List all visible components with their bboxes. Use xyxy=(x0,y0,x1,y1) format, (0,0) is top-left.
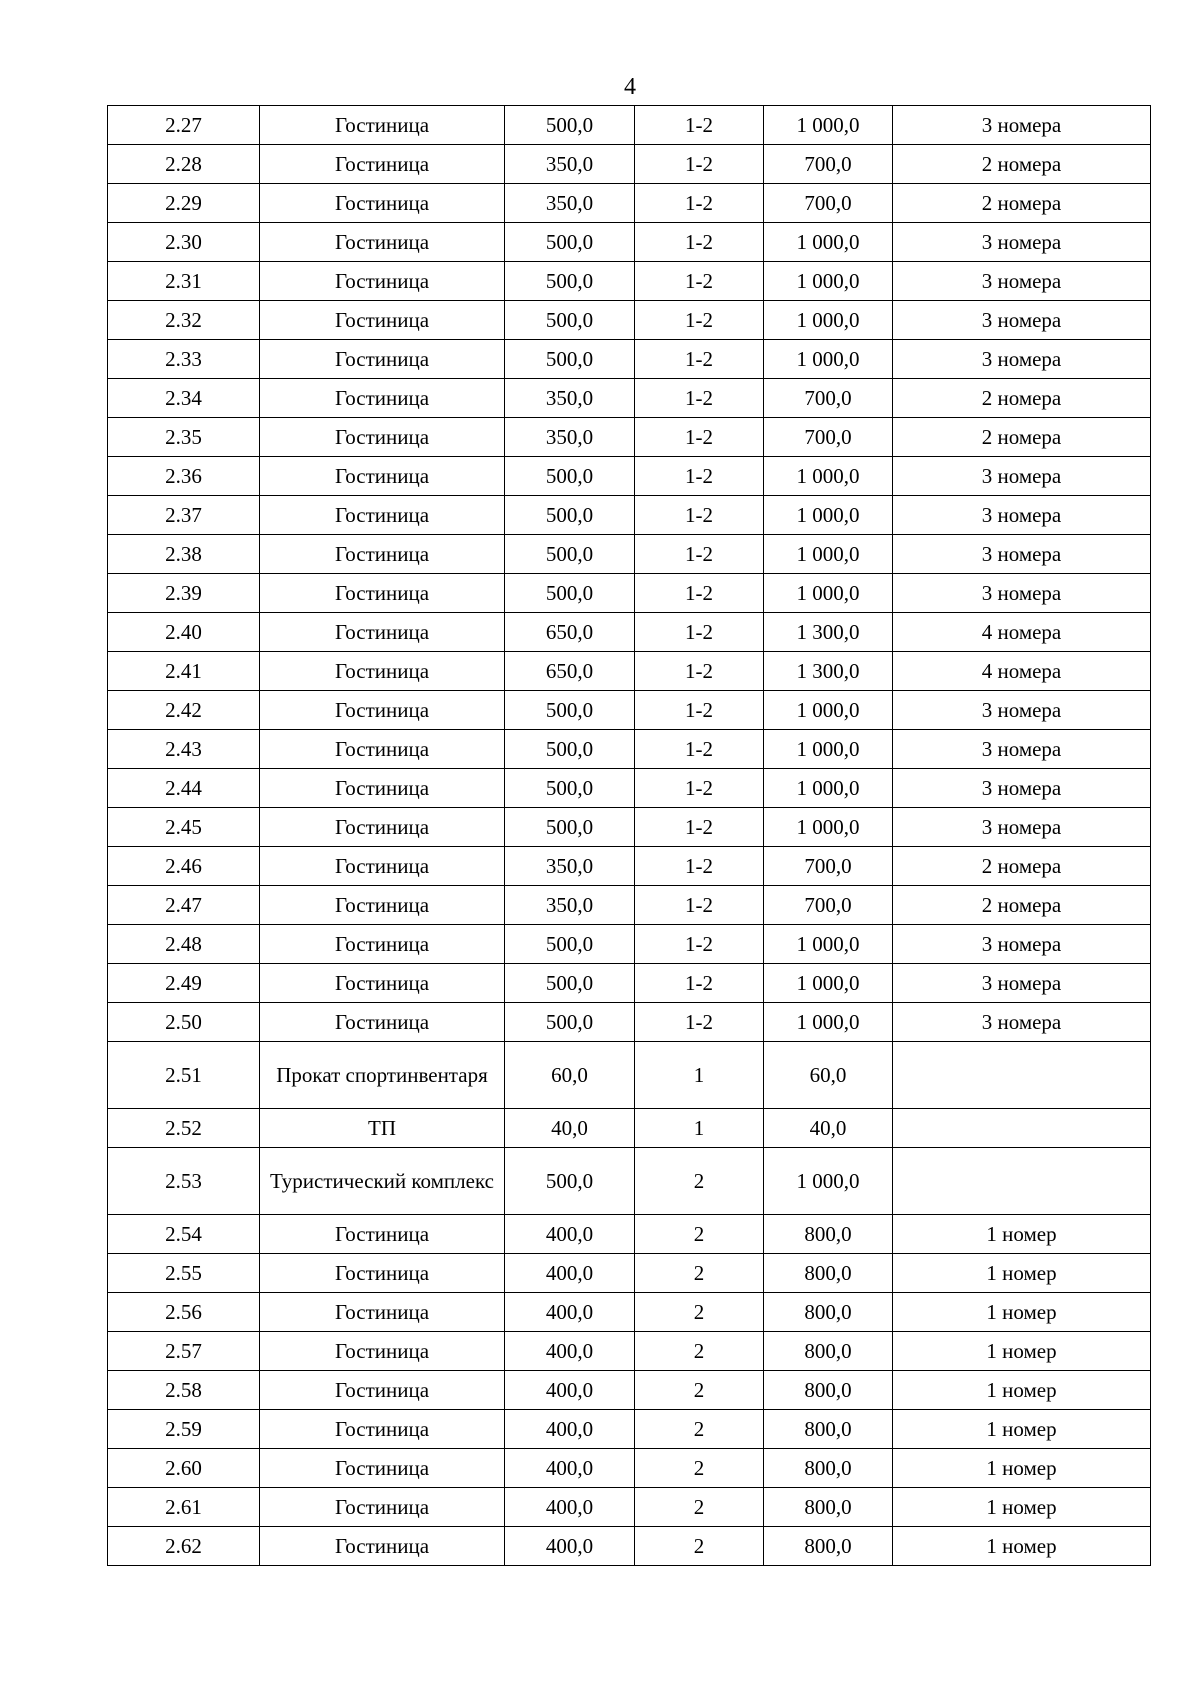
total-area-cell: 800,0 xyxy=(764,1332,893,1371)
floors-cell: 2 xyxy=(635,1293,764,1332)
table-row xyxy=(108,496,1151,535)
rooms-cell: 3 номера xyxy=(893,808,1151,847)
table-row xyxy=(108,730,1151,769)
table-row xyxy=(108,652,1151,691)
floors-cell: 1-2 xyxy=(635,613,764,652)
total-area-cell: 1 000,0 xyxy=(764,301,893,340)
table-row xyxy=(108,1293,1151,1332)
area-cell: 500,0 xyxy=(505,535,635,574)
table-row xyxy=(108,145,1151,184)
row-number-cell: 2.32 xyxy=(108,301,260,340)
table-row xyxy=(108,1449,1151,1488)
row-number-cell: 2.47 xyxy=(108,886,260,925)
rooms-cell: 1 номер xyxy=(893,1254,1151,1293)
area-cell: 500,0 xyxy=(505,769,635,808)
floors-cell: 2 xyxy=(635,1410,764,1449)
rooms-cell: 1 номер xyxy=(893,1410,1151,1449)
area-cell: 400,0 xyxy=(505,1410,635,1449)
table-row xyxy=(108,613,1151,652)
floors-cell: 1-2 xyxy=(635,262,764,301)
area-cell: 500,0 xyxy=(505,1003,635,1042)
total-area-cell: 1 000,0 xyxy=(764,340,893,379)
total-area-cell: 700,0 xyxy=(764,379,893,418)
row-number-cell: 2.59 xyxy=(108,1410,260,1449)
floors-cell: 1-2 xyxy=(635,847,764,886)
area-cell: 400,0 xyxy=(505,1371,635,1410)
total-area-cell: 1 000,0 xyxy=(764,1148,893,1215)
total-area-cell: 1 000,0 xyxy=(764,457,893,496)
floors-cell: 1-2 xyxy=(635,769,764,808)
floors-cell: 1-2 xyxy=(635,886,764,925)
area-cell: 500,0 xyxy=(505,964,635,1003)
total-area-cell: 1 000,0 xyxy=(764,691,893,730)
total-area-cell: 1 000,0 xyxy=(764,808,893,847)
area-cell: 500,0 xyxy=(505,1148,635,1215)
floors-cell: 2 xyxy=(635,1449,764,1488)
area-cell: 350,0 xyxy=(505,379,635,418)
object-name-cell: Гостиница xyxy=(260,652,505,691)
floors-cell: 1-2 xyxy=(635,808,764,847)
rooms-cell: 2 номера xyxy=(893,847,1151,886)
rooms-cell: 3 номера xyxy=(893,574,1151,613)
object-name-cell: Гостиница xyxy=(260,1332,505,1371)
object-name-cell: Гостиница xyxy=(260,808,505,847)
table-row xyxy=(108,379,1151,418)
total-area-cell: 1 000,0 xyxy=(764,574,893,613)
row-number-cell: 2.57 xyxy=(108,1332,260,1371)
rooms-cell: 3 номера xyxy=(893,964,1151,1003)
object-name-cell: Гостиница xyxy=(260,535,505,574)
table-row xyxy=(108,1254,1151,1293)
row-number-cell: 2.61 xyxy=(108,1488,260,1527)
rooms-cell: 1 номер xyxy=(893,1527,1151,1566)
row-number-cell: 2.29 xyxy=(108,184,260,223)
floors-cell: 1-2 xyxy=(635,574,764,613)
row-number-cell: 2.34 xyxy=(108,379,260,418)
floors-cell: 1-2 xyxy=(635,223,764,262)
area-cell: 350,0 xyxy=(505,184,635,223)
row-number-cell: 2.56 xyxy=(108,1293,260,1332)
row-number-cell: 2.42 xyxy=(108,691,260,730)
page-number: 4 xyxy=(624,74,636,100)
object-name-cell: Гостиница xyxy=(260,1410,505,1449)
row-number-cell: 2.41 xyxy=(108,652,260,691)
area-cell: 400,0 xyxy=(505,1293,635,1332)
total-area-cell: 800,0 xyxy=(764,1293,893,1332)
total-area-cell: 700,0 xyxy=(764,847,893,886)
object-name-cell: Гостиница xyxy=(260,379,505,418)
area-cell: 500,0 xyxy=(505,262,635,301)
rooms-cell: 2 номера xyxy=(893,379,1151,418)
object-name-cell: Гостиница xyxy=(260,145,505,184)
area-cell: 350,0 xyxy=(505,145,635,184)
table-row xyxy=(108,1488,1151,1527)
area-cell: 500,0 xyxy=(505,496,635,535)
floors-cell: 2 xyxy=(635,1148,764,1215)
total-area-cell: 1 000,0 xyxy=(764,730,893,769)
rooms-cell: 3 номера xyxy=(893,535,1151,574)
row-number-cell: 2.35 xyxy=(108,418,260,457)
floors-cell: 2 xyxy=(635,1332,764,1371)
total-area-cell: 800,0 xyxy=(764,1371,893,1410)
area-cell: 350,0 xyxy=(505,847,635,886)
total-area-cell: 1 000,0 xyxy=(764,223,893,262)
rooms-cell: 3 номера xyxy=(893,691,1151,730)
total-area-cell: 1 300,0 xyxy=(764,652,893,691)
row-number-cell: 2.52 xyxy=(108,1109,260,1148)
object-name-cell: Гостиница xyxy=(260,574,505,613)
floors-cell: 1-2 xyxy=(635,184,764,223)
area-cell: 500,0 xyxy=(505,691,635,730)
floors-cell: 1-2 xyxy=(635,496,764,535)
row-number-cell: 2.49 xyxy=(108,964,260,1003)
table-row xyxy=(108,1042,1151,1109)
rooms-cell: 1 номер xyxy=(893,1449,1151,1488)
total-area-cell: 1 000,0 xyxy=(764,106,893,145)
table-row xyxy=(108,1527,1151,1566)
rooms-cell: 3 номера xyxy=(893,457,1151,496)
total-area-cell: 1 000,0 xyxy=(764,925,893,964)
total-area-cell: 1 000,0 xyxy=(764,769,893,808)
floors-cell: 1-2 xyxy=(635,418,764,457)
object-name-cell: Прокат спортинвентаря xyxy=(260,1042,505,1109)
floors-cell: 1-2 xyxy=(635,925,764,964)
object-name-cell: Гостиница xyxy=(260,613,505,652)
total-area-cell: 700,0 xyxy=(764,886,893,925)
object-name-cell: Гостиница xyxy=(260,262,505,301)
row-number-cell: 2.62 xyxy=(108,1527,260,1566)
floors-cell: 2 xyxy=(635,1254,764,1293)
row-number-cell: 2.39 xyxy=(108,574,260,613)
total-area-cell: 800,0 xyxy=(764,1215,893,1254)
object-name-cell: Гостиница xyxy=(260,1488,505,1527)
row-number-cell: 2.46 xyxy=(108,847,260,886)
area-cell: 40,0 xyxy=(505,1109,635,1148)
rooms-cell: 3 номера xyxy=(893,769,1151,808)
floors-cell: 1-2 xyxy=(635,301,764,340)
area-cell: 400,0 xyxy=(505,1215,635,1254)
table-row xyxy=(108,340,1151,379)
rooms-cell: 3 номера xyxy=(893,730,1151,769)
floors-cell: 2 xyxy=(635,1371,764,1410)
table-row xyxy=(108,223,1151,262)
row-number-cell: 2.30 xyxy=(108,223,260,262)
rooms-cell: 1 номер xyxy=(893,1293,1151,1332)
row-number-cell: 2.40 xyxy=(108,613,260,652)
row-number-cell: 2.33 xyxy=(108,340,260,379)
object-name-cell: Гостиница xyxy=(260,1527,505,1566)
table-row xyxy=(108,964,1151,1003)
table-row xyxy=(108,106,1151,145)
total-area-cell: 1 000,0 xyxy=(764,535,893,574)
row-number-cell: 2.51 xyxy=(108,1042,260,1109)
table-row xyxy=(108,691,1151,730)
rooms-cell: 2 номера xyxy=(893,145,1151,184)
area-cell: 500,0 xyxy=(505,457,635,496)
total-area-cell: 1 000,0 xyxy=(764,496,893,535)
row-number-cell: 2.27 xyxy=(108,106,260,145)
table-row xyxy=(108,1332,1151,1371)
area-cell: 500,0 xyxy=(505,808,635,847)
rooms-cell xyxy=(893,1109,1151,1148)
table-row xyxy=(108,1148,1151,1215)
row-number-cell: 2.48 xyxy=(108,925,260,964)
floors-cell: 1-2 xyxy=(635,106,764,145)
row-number-cell: 2.43 xyxy=(108,730,260,769)
table-row xyxy=(108,1003,1151,1042)
object-name-cell: Гостиница xyxy=(260,691,505,730)
floors-cell: 1-2 xyxy=(635,145,764,184)
rooms-cell: 3 номера xyxy=(893,925,1151,964)
table-row xyxy=(108,925,1151,964)
rooms-cell: 3 номера xyxy=(893,262,1151,301)
rooms-cell xyxy=(893,1148,1151,1215)
area-cell: 350,0 xyxy=(505,886,635,925)
row-number-cell: 2.45 xyxy=(108,808,260,847)
rooms-cell: 3 номера xyxy=(893,340,1151,379)
area-cell: 500,0 xyxy=(505,223,635,262)
object-name-cell: Гостиница xyxy=(260,457,505,496)
area-cell: 500,0 xyxy=(505,301,635,340)
object-name-cell: Гостиница xyxy=(260,925,505,964)
rooms-cell: 3 номера xyxy=(893,223,1151,262)
floors-cell: 2 xyxy=(635,1527,764,1566)
floors-cell: 1-2 xyxy=(635,340,764,379)
floors-cell: 1-2 xyxy=(635,457,764,496)
area-cell: 500,0 xyxy=(505,574,635,613)
floors-cell: 1-2 xyxy=(635,652,764,691)
row-number-cell: 2.38 xyxy=(108,535,260,574)
rooms-cell: 2 номера xyxy=(893,886,1151,925)
total-area-cell: 60,0 xyxy=(764,1042,893,1109)
floors-cell: 1-2 xyxy=(635,730,764,769)
row-number-cell: 2.55 xyxy=(108,1254,260,1293)
rooms-cell: 2 номера xyxy=(893,418,1151,457)
rooms-cell: 3 номера xyxy=(893,106,1151,145)
table-row xyxy=(108,574,1151,613)
object-name-cell: ТП xyxy=(260,1109,505,1148)
total-area-cell: 700,0 xyxy=(764,418,893,457)
object-name-cell: Гостиница xyxy=(260,1293,505,1332)
total-area-cell: 800,0 xyxy=(764,1488,893,1527)
table-row xyxy=(108,886,1151,925)
table-row xyxy=(108,535,1151,574)
area-cell: 400,0 xyxy=(505,1449,635,1488)
rooms-cell: 4 номера xyxy=(893,613,1151,652)
floors-cell: 1-2 xyxy=(635,1003,764,1042)
row-number-cell: 2.28 xyxy=(108,145,260,184)
table-row xyxy=(108,1410,1151,1449)
floors-cell: 2 xyxy=(635,1215,764,1254)
object-name-cell: Гостиница xyxy=(260,1003,505,1042)
table-body xyxy=(108,106,1151,1566)
object-name-cell: Туристический комплекс xyxy=(260,1148,505,1215)
row-number-cell: 2.44 xyxy=(108,769,260,808)
total-area-cell: 1 000,0 xyxy=(764,262,893,301)
rooms-cell: 1 номер xyxy=(893,1332,1151,1371)
floors-cell: 1-2 xyxy=(635,964,764,1003)
table-row xyxy=(108,262,1151,301)
object-name-cell: Гостиница xyxy=(260,184,505,223)
table-row xyxy=(108,769,1151,808)
row-number-cell: 2.31 xyxy=(108,262,260,301)
area-cell: 60,0 xyxy=(505,1042,635,1109)
rooms-cell xyxy=(893,1042,1151,1109)
floors-cell: 1-2 xyxy=(635,535,764,574)
total-area-cell: 1 300,0 xyxy=(764,613,893,652)
rooms-cell: 3 номера xyxy=(893,1003,1151,1042)
table-row xyxy=(108,847,1151,886)
table-row xyxy=(108,301,1151,340)
row-number-cell: 2.53 xyxy=(108,1148,260,1215)
object-name-cell: Гостиница xyxy=(260,847,505,886)
area-cell: 400,0 xyxy=(505,1527,635,1566)
table-row xyxy=(108,1371,1151,1410)
floors-cell: 2 xyxy=(635,1488,764,1527)
total-area-cell: 800,0 xyxy=(764,1527,893,1566)
area-cell: 400,0 xyxy=(505,1254,635,1293)
area-cell: 500,0 xyxy=(505,340,635,379)
table-row xyxy=(108,184,1151,223)
area-cell: 650,0 xyxy=(505,652,635,691)
total-area-cell: 800,0 xyxy=(764,1254,893,1293)
row-number-cell: 2.54 xyxy=(108,1215,260,1254)
rooms-cell: 1 номер xyxy=(893,1371,1151,1410)
table-row xyxy=(108,808,1151,847)
object-name-cell: Гостиница xyxy=(260,223,505,262)
table-row xyxy=(108,1109,1151,1148)
object-name-cell: Гостиница xyxy=(260,1449,505,1488)
row-number-cell: 2.37 xyxy=(108,496,260,535)
object-name-cell: Гостиница xyxy=(260,340,505,379)
floors-cell: 1 xyxy=(635,1042,764,1109)
rooms-cell: 3 номера xyxy=(893,301,1151,340)
rooms-cell: 1 номер xyxy=(893,1215,1151,1254)
table-row xyxy=(108,418,1151,457)
floors-cell: 1-2 xyxy=(635,379,764,418)
object-name-cell: Гостиница xyxy=(260,496,505,535)
floors-cell: 1-2 xyxy=(635,691,764,730)
area-cell: 400,0 xyxy=(505,1332,635,1371)
floors-cell: 1 xyxy=(635,1109,764,1148)
total-area-cell: 800,0 xyxy=(764,1449,893,1488)
total-area-cell: 700,0 xyxy=(764,145,893,184)
object-name-cell: Гостиница xyxy=(260,769,505,808)
area-cell: 400,0 xyxy=(505,1488,635,1527)
total-area-cell: 1 000,0 xyxy=(764,964,893,1003)
object-name-cell: Гостиница xyxy=(260,964,505,1003)
area-cell: 350,0 xyxy=(505,418,635,457)
row-number-cell: 2.58 xyxy=(108,1371,260,1410)
object-name-cell: Гостиница xyxy=(260,301,505,340)
total-area-cell: 800,0 xyxy=(764,1410,893,1449)
object-name-cell: Гостиница xyxy=(260,418,505,457)
object-name-cell: Гостиница xyxy=(260,1371,505,1410)
area-cell: 500,0 xyxy=(505,925,635,964)
rooms-cell: 3 номера xyxy=(893,496,1151,535)
object-name-cell: Гостиница xyxy=(260,1215,505,1254)
row-number-cell: 2.60 xyxy=(108,1449,260,1488)
area-cell: 500,0 xyxy=(505,730,635,769)
object-name-cell: Гостиница xyxy=(260,106,505,145)
area-cell: 650,0 xyxy=(505,613,635,652)
row-number-cell: 2.36 xyxy=(108,457,260,496)
object-name-cell: Гостиница xyxy=(260,886,505,925)
total-area-cell: 40,0 xyxy=(764,1109,893,1148)
facilities-table xyxy=(107,105,1151,1566)
rooms-cell: 1 номер xyxy=(893,1488,1151,1527)
object-name-cell: Гостиница xyxy=(260,1254,505,1293)
rooms-cell: 4 номера xyxy=(893,652,1151,691)
total-area-cell: 1 000,0 xyxy=(764,1003,893,1042)
rooms-cell: 2 номера xyxy=(893,184,1151,223)
row-number-cell: 2.50 xyxy=(108,1003,260,1042)
object-name-cell: Гостиница xyxy=(260,730,505,769)
table-row xyxy=(108,457,1151,496)
total-area-cell: 700,0 xyxy=(764,184,893,223)
table-row xyxy=(108,1215,1151,1254)
area-cell: 500,0 xyxy=(505,106,635,145)
